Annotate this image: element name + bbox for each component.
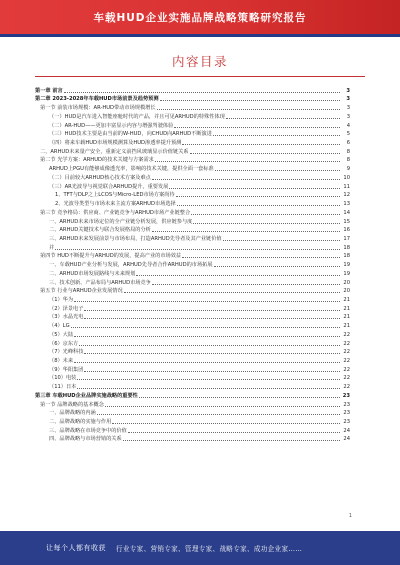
toc-entry[interactable] xyxy=(35,111,350,120)
toc-leader-dots xyxy=(182,144,340,145)
toc-entry-label: （三）AR光波导与视觉联合ARHUD提升，重要发展 xyxy=(49,183,169,190)
toc-leader-dots xyxy=(174,127,340,128)
toc-heading: 内容目录 xyxy=(171,54,228,69)
toc-entry-page: 23 xyxy=(343,401,350,408)
toc-leader-dots xyxy=(77,388,340,389)
toc-entry-label: （3）水晶光电 xyxy=(49,314,84,321)
toc-entry-label: （9）华阳集团 xyxy=(49,366,84,373)
toc-leader-dots xyxy=(74,301,340,302)
toc-leader-dots xyxy=(177,205,340,206)
toc-entry[interactable] xyxy=(35,181,350,190)
toc-entry-page: 23 xyxy=(342,392,350,399)
toc-entry-label: 一、品牌战略的内涵 xyxy=(49,410,96,417)
toc-entry-label: （4）LG xyxy=(49,323,70,330)
toc-entry[interactable] xyxy=(35,416,350,425)
toc-entry-page: 21 xyxy=(343,305,350,312)
toc-entry[interactable] xyxy=(35,268,350,277)
toc-entry-label: 二、ARHUD未来量产安全，重新定义前挡风玻璃显示价值链关系 xyxy=(40,148,189,155)
toc-entry-page: 20 xyxy=(343,288,350,295)
toc-leader-dots xyxy=(157,109,340,110)
toc-entry-label: 二、ARHUD关键技术与联合发展格局的分析 xyxy=(49,227,151,234)
toc-entry-label: 并 xyxy=(49,244,55,251)
toc-entry-page: 8 xyxy=(346,148,350,155)
toc-entry-page: 3 xyxy=(346,105,350,112)
toc-entry-page: 15 xyxy=(343,218,350,225)
toc-entry[interactable] xyxy=(35,94,350,103)
toc-leader-dots xyxy=(71,327,340,328)
toc-entry[interactable] xyxy=(35,129,350,138)
toc-entry-page: 21 xyxy=(343,323,350,330)
toc-entry-page: 3 xyxy=(346,87,350,94)
toc-leader-dots xyxy=(169,188,340,189)
toc-leader-dots xyxy=(182,257,340,258)
toc-leader-dots xyxy=(152,179,340,180)
toc-entry-page: 21 xyxy=(343,314,350,321)
toc-entry-label: （10）电装 xyxy=(49,375,77,382)
toc-leader-dots xyxy=(74,336,340,337)
toc-entry-page: 24 xyxy=(343,436,350,443)
toc-leader-dots xyxy=(214,266,340,267)
toc-entry-label: （二）AR-HUD——更加丰富显示内容与增强驾驶体验 xyxy=(49,122,174,129)
toc-entry-label: （1）华为 xyxy=(49,296,74,303)
toc-leader-dots xyxy=(193,223,340,224)
toc-entry[interactable] xyxy=(35,242,350,251)
toc-entry-page: 11 xyxy=(343,183,350,190)
toc-leader-dots xyxy=(64,92,340,93)
toc-entry-page: 5 xyxy=(346,131,350,138)
report-header xyxy=(0,0,400,34)
toc-leader-dots xyxy=(97,414,340,415)
toc-entry[interactable] xyxy=(35,303,350,312)
toc-entry-page: 21 xyxy=(343,296,350,303)
toc-leader-dots xyxy=(155,161,340,162)
toc-entry[interactable] xyxy=(35,251,350,260)
toc-leader-dots xyxy=(190,153,340,154)
toc-entry-page: 12 xyxy=(343,192,350,199)
toc-leader-dots xyxy=(79,345,340,346)
toc-entry[interactable] xyxy=(35,364,350,373)
toc-leader-dots xyxy=(152,284,340,285)
toc-entry-page: 22 xyxy=(343,331,350,338)
toc-entry[interactable] xyxy=(35,286,350,295)
table-of-contents xyxy=(35,85,350,442)
toc-entry-page: 23 xyxy=(343,410,350,417)
toc-entry[interactable] xyxy=(35,338,350,347)
toc-entry[interactable] xyxy=(35,137,350,146)
toc-entry-page: 4 xyxy=(346,122,350,129)
toc-leader-dots xyxy=(226,118,340,119)
toc-entry-page: 6 xyxy=(346,140,350,147)
toc-leader-dots xyxy=(124,292,340,293)
toc-entry-label: （四）将来车载HUD市场规模测算及HUD渗透率提升预测 xyxy=(49,140,182,147)
toc-entry-page: 19 xyxy=(343,270,350,277)
toc-entry[interactable] xyxy=(35,329,350,338)
toc-entry-page: 22 xyxy=(343,349,350,356)
toc-entry[interactable] xyxy=(35,277,350,286)
toc-entry[interactable] xyxy=(35,259,350,268)
toc-entry-label: 第二章 2023-2028年车载HUD市场前景及趋势预测 xyxy=(35,96,159,103)
toc-entry[interactable] xyxy=(35,102,350,111)
toc-entry-label: 第五节 行业与ARHUD企业发展情况 xyxy=(40,288,123,295)
toc-entry-label: 一、车载HUD产业分析与发展，ARHUD先导者合作ARHUD的市场拓展 xyxy=(49,262,213,269)
toc-entry[interactable] xyxy=(35,399,350,408)
toc-entry[interactable] xyxy=(35,408,350,417)
toc-entry-label: 四、品牌战略与市场营销的关系 xyxy=(49,436,122,443)
toc-entry[interactable] xyxy=(35,207,350,216)
toc-entry[interactable] xyxy=(35,172,350,181)
toc-entry-label: （2）泽景电子 xyxy=(49,305,84,312)
toc-leader-dots xyxy=(215,170,340,171)
toc-entry-page: 17 xyxy=(343,235,350,242)
toc-divider xyxy=(35,76,365,77)
toc-leader-dots xyxy=(77,379,340,380)
toc-entry[interactable] xyxy=(35,233,350,242)
toc-entry[interactable] xyxy=(35,347,350,356)
toc-entry[interactable] xyxy=(35,373,350,382)
toc-leader-dots xyxy=(123,440,340,441)
toc-entry-label: 三、品牌战略在市场竞争中的价值 xyxy=(49,427,127,434)
toc-entry-page: 22 xyxy=(343,384,350,391)
toc-leader-dots xyxy=(105,406,340,407)
toc-entry[interactable] xyxy=(35,216,350,225)
toc-entry[interactable] xyxy=(35,198,350,207)
toc-entry[interactable] xyxy=(35,425,350,434)
toc-leader-dots xyxy=(84,318,340,319)
toc-entry[interactable] xyxy=(35,85,350,94)
toc-entry-page: 20 xyxy=(343,279,350,286)
footer-experts: 行业专家、营销专家、管理专家、战略专家、成功企业家…… xyxy=(116,545,303,553)
toc-entry-label: 第一节 品牌战略的基本概念 xyxy=(40,401,104,408)
toc-entry-label: 1、TFT与DLP之上LCOS与Micro-LED市场方案尚待 xyxy=(55,192,175,199)
toc-entry[interactable] xyxy=(35,390,350,399)
toc-entry-label: 第二节 光学方案：ARHUD的技术关键与方案需求 xyxy=(40,157,154,164)
toc-entry[interactable] xyxy=(35,146,350,155)
toc-entry[interactable] xyxy=(35,381,350,390)
toc-entry-page: 22 xyxy=(343,366,350,373)
toc-entry-page: 13 xyxy=(343,201,350,208)
toc-entry-label: （6）京东方 xyxy=(49,340,79,347)
toc-entry-page: 18 xyxy=(343,244,350,251)
toc-entry-label: 二、品牌战略的实施与作用 xyxy=(49,419,112,426)
toc-leader-dots xyxy=(160,100,340,101)
toc-entry-page: 9 xyxy=(346,166,350,173)
toc-entry[interactable] xyxy=(35,312,350,321)
toc-entry-label: （7）光峰科技 xyxy=(49,349,84,356)
toc-entry-page: 8 xyxy=(346,157,350,164)
toc-entry-page: 24 xyxy=(343,427,350,434)
toc-leader-dots xyxy=(84,310,340,311)
toc-entry-label: （5）大陆 xyxy=(49,331,74,338)
toc-entry-page: 14 xyxy=(343,209,350,216)
toc-entry-label: ARHUD上PGU有能够成像透光率，影响的技术关键，提供全面一套标准 xyxy=(49,166,214,173)
toc-leader-dots xyxy=(112,423,340,424)
toc-entry-label: （11）日本 xyxy=(49,384,77,391)
toc-entry-page: 23 xyxy=(343,419,350,426)
toc-leader-dots xyxy=(84,353,340,354)
toc-leader-dots xyxy=(136,275,340,276)
toc-entry[interactable] xyxy=(35,294,350,303)
toc-entry-page: 16 xyxy=(343,227,350,234)
toc-entry-label: 一、ARHUD未来市场定位的全产业链分析发展，供应链参与度 xyxy=(49,218,193,225)
toc-entry-label: 第三节 竞争格局：供应商、产业链竞争与ARHUD市场产业链整合 xyxy=(40,209,191,216)
toc-entry-page: 18 xyxy=(343,253,350,260)
toc-entry-label: （二）目前较大ARHUD核心技术方案及难点 xyxy=(49,174,151,181)
toc-entry-label: 第三章 车载HUD企业品牌实施战略的重要性 xyxy=(35,392,138,399)
toc-entry-label: 2、光波导类型与市场未来主流方案ARHUD市场选择 xyxy=(55,201,176,208)
toc-entry-label: 二、ARHUD市场发展路线与未来规划 xyxy=(49,270,136,277)
toc-leader-dots xyxy=(223,240,340,241)
toc-leader-dots xyxy=(74,362,340,363)
toc-entry-page: 3 xyxy=(346,96,350,103)
toc-entry[interactable] xyxy=(35,163,350,172)
footer-slogan: 让每个人都有收获 xyxy=(46,544,106,552)
toc-leader-dots xyxy=(139,397,340,398)
toc-entry-page: 22 xyxy=(343,340,350,347)
toc-entry-label: 第一节 前装市场规模：AR-HUD带动市场规模增长 xyxy=(40,105,156,112)
toc-entry-page: 19 xyxy=(343,262,350,269)
toc-entry-page: 22 xyxy=(343,375,350,382)
toc-entry[interactable] xyxy=(35,225,350,234)
toc-entry-label: （8）未来 xyxy=(49,358,74,364)
page-number: 1 xyxy=(348,513,352,519)
toc-entry-page: 22 xyxy=(343,358,350,364)
toc-entry-label: （一）HUD是汽车进入智能座舱时代的产品，并且可见ARHUD的特殊性体现 xyxy=(49,113,225,120)
toc-entry[interactable] xyxy=(35,120,350,129)
toc-entry-label: 第一章 前言 xyxy=(35,87,63,94)
toc-leader-dots xyxy=(55,249,340,250)
toc-entry[interactable] xyxy=(35,155,350,164)
toc-leader-dots xyxy=(128,432,340,433)
toc-entry[interactable] xyxy=(35,434,350,443)
toc-entry-label: 第四节 HUD不断提升与ARHUD的发展，提高产业的市场效益 xyxy=(40,253,182,260)
header-underline xyxy=(0,34,400,37)
toc-entry[interactable] xyxy=(35,190,350,199)
toc-entry-page: 10 xyxy=(343,174,350,181)
toc-entry-label: 三、ARHUD未来发展前景与市场布局，打造ARHUD先导者及其产业链价值 xyxy=(49,235,222,242)
toc-leader-dots xyxy=(84,371,340,372)
report-footer xyxy=(0,531,400,565)
toc-entry-label: 三、技术创新、产品布局与ARHUD市场竞争 xyxy=(49,279,151,286)
report-title: 车载HUD企业实施品牌战略策略研究报告 xyxy=(93,11,307,24)
toc-leader-dots xyxy=(213,135,340,136)
toc-leader-dots xyxy=(176,196,340,197)
toc-entry-page: 3 xyxy=(346,113,350,120)
toc-leader-dots xyxy=(191,214,340,215)
toc-entry-label: （三）HUD技术主要是由当前的W-HUD，向CHUD向ARHUD不断演进 xyxy=(49,131,212,138)
toc-entry[interactable] xyxy=(35,320,350,329)
toc-leader-dots xyxy=(152,231,340,232)
toc-entry[interactable] xyxy=(35,355,350,364)
